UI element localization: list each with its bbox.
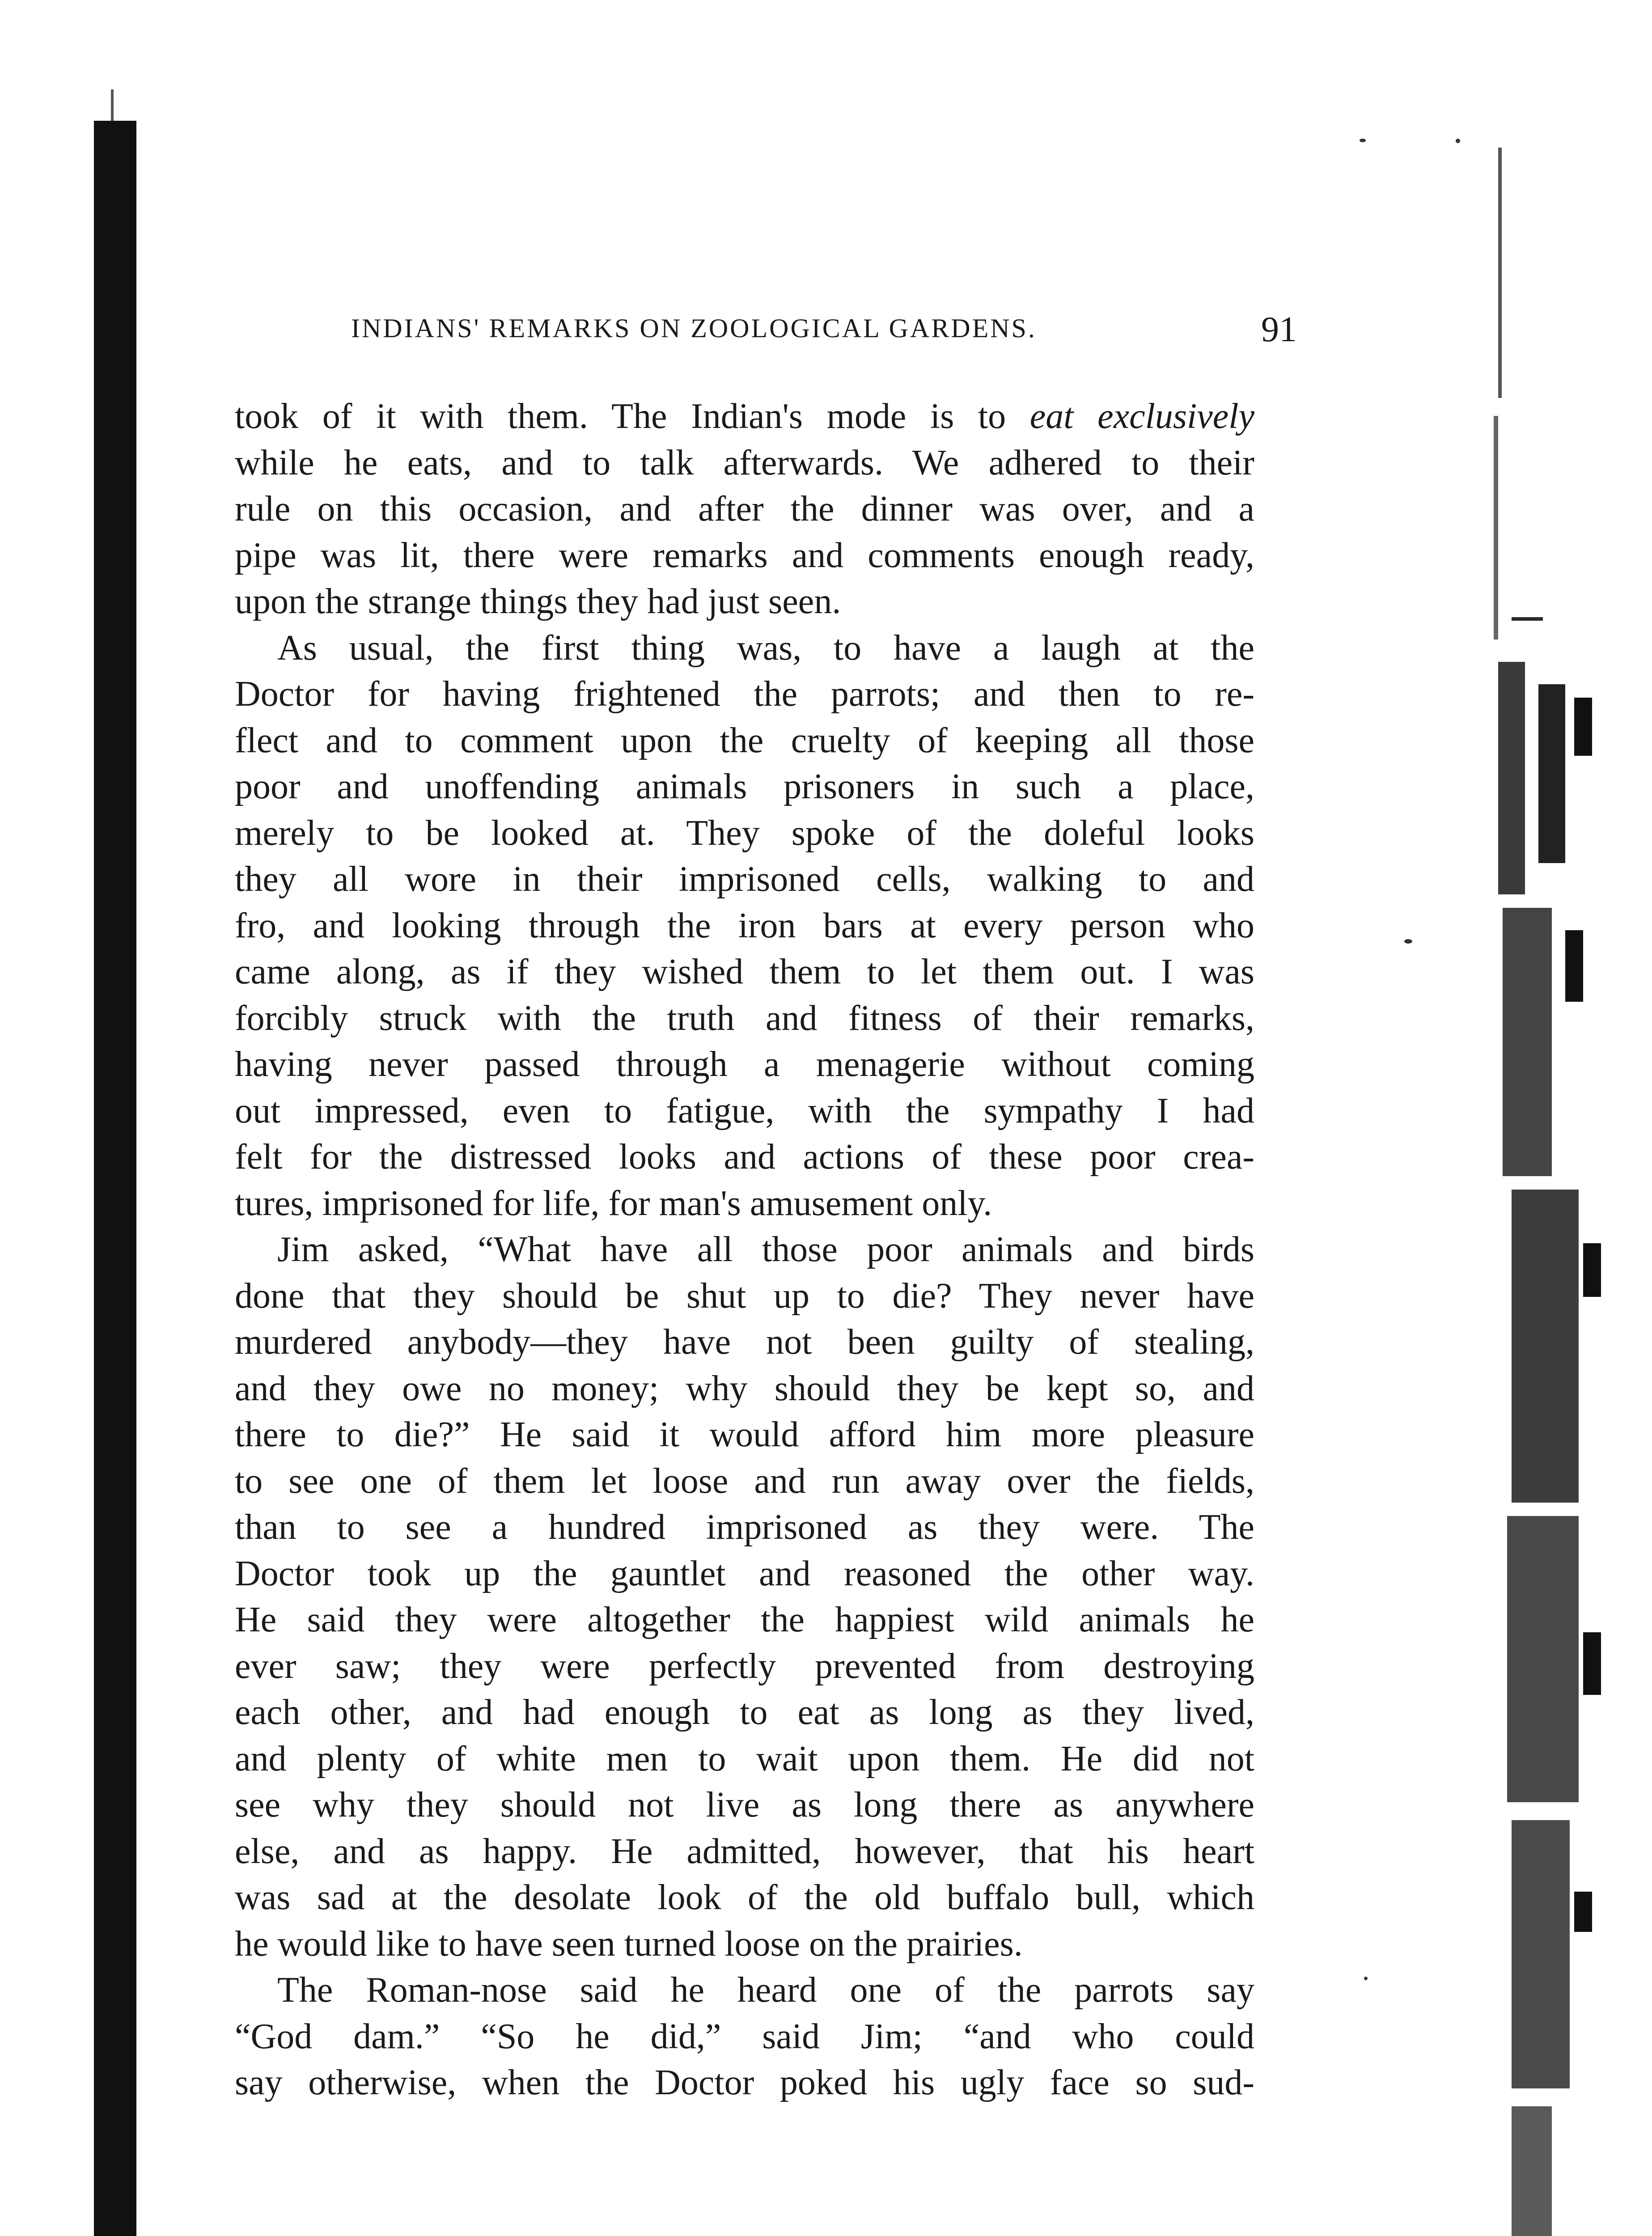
text-line: forcibly struck with the truth and fitness of their remarks, <box>235 998 1254 1038</box>
scan-speck <box>1404 939 1412 944</box>
paragraph-1 <box>235 394 1254 625</box>
scan-speck <box>1364 1977 1368 1980</box>
text-line: he would like to have seen turned loose on the prairies. <box>235 1924 1023 1964</box>
page-header <box>313 310 1297 358</box>
text-line: Doctor for having frightened the parrots; and then to re- <box>235 674 1254 714</box>
text-line: out impressed, even to fatigue, with the sympathy I had <box>235 1091 1254 1131</box>
text-line: rule on this occasion, and after the dinner was over, and a <box>235 489 1254 529</box>
text-line: than to see a hundred imprisoned as they were. The <box>235 1508 1254 1547</box>
text-line: to see one of them let loose and run away over the fields, <box>235 1461 1254 1501</box>
text-line: while he eats, and to talk afterwards. We adhered to their <box>235 443 1254 483</box>
text-line: there to die?” He said it would afford him more pleasure <box>235 1415 1254 1454</box>
text-line: flect and to comment upon the cruelty of keeping all those <box>235 720 1254 760</box>
text-line: came along, as if they wished them to let them out. I was <box>235 952 1254 991</box>
italic-phrase: eat exclusively <box>1029 397 1255 436</box>
text-line: The Roman-nose said he heard one of the parrots say <box>277 1970 1254 2010</box>
text-line: took of it with them. The Indian's mode is to eat exclusively <box>235 397 1255 436</box>
text-line: say otherwise, when the Doctor poked his ugly face so sud- <box>235 2063 1254 2102</box>
text-line: they all wore in their imprisoned cells, walking to and <box>235 860 1254 899</box>
paragraph-3 <box>235 1227 1254 1967</box>
text-line: and they owe no money; why should they be kept so, and <box>235 1368 1254 1408</box>
text-line: was sad at the desolate look of the old buffalo bull, which <box>235 1878 1254 1917</box>
text-line: upon the strange things they had just seen. <box>235 582 841 621</box>
text-line: merely to be looked at. They spoke of the doleful looks <box>235 813 1254 853</box>
body-text <box>235 394 1254 2106</box>
scan-speck <box>1360 139 1366 142</box>
running-head: INDIANS' REMARKS ON ZOOLOGICAL GARDENS. <box>351 313 1037 343</box>
text-line: As usual, the first thing was, to have a laugh at the <box>277 628 1254 668</box>
binding-shadow <box>94 121 136 2236</box>
text-line: and plenty of white men to wait upon them. He did not <box>235 1739 1254 1779</box>
page-number: 91 <box>1261 310 1297 349</box>
text-line: having never passed through a menagerie without coming <box>235 1045 1254 1084</box>
text-line: poor and unoffending animals prisoners in such a place, <box>235 767 1254 806</box>
text-line: see why they should not live as long there as anywhere <box>235 1785 1254 1825</box>
text-line: “God dam.” “So he did,” said Jim; “and who could <box>235 2016 1254 2056</box>
text-line: pipe was lit, there were remarks and comments enough ready, <box>235 535 1254 575</box>
text-line: felt for the distressed looks and actions of these poor crea- <box>235 1137 1254 1177</box>
text-line: murdered anybody—they have not been guilty of stealing, <box>235 1322 1254 1362</box>
text-line: Doctor took up the gauntlet and reasoned the other way. <box>235 1554 1254 1593</box>
text-line: tures, imprisoned for life, for man's amusement only. <box>235 1183 992 1223</box>
text-line: Jim asked, “What have all those poor animals and birds <box>277 1230 1254 1269</box>
text-line: each other, and had enough to eat as long as they lived, <box>235 1693 1254 1732</box>
text-line: ever saw; they were perfectly prevented from destroying <box>235 1646 1254 1686</box>
text-line: done that they should be shut up to die? They never have <box>235 1276 1254 1316</box>
scan-edge-noise <box>1485 148 1652 2236</box>
text-line: else, and as happy. He admitted, however, that his heart <box>235 1831 1254 1871</box>
paragraph-2 <box>235 625 1254 1227</box>
text-line: fro, and looking through the iron bars at every person who <box>235 906 1254 945</box>
scan-speck <box>1456 139 1460 143</box>
binding-edge-mark <box>111 89 114 125</box>
text-line: He said they were altogether the happiest wild animals he <box>235 1600 1254 1639</box>
paragraph-4 <box>235 1967 1254 2106</box>
